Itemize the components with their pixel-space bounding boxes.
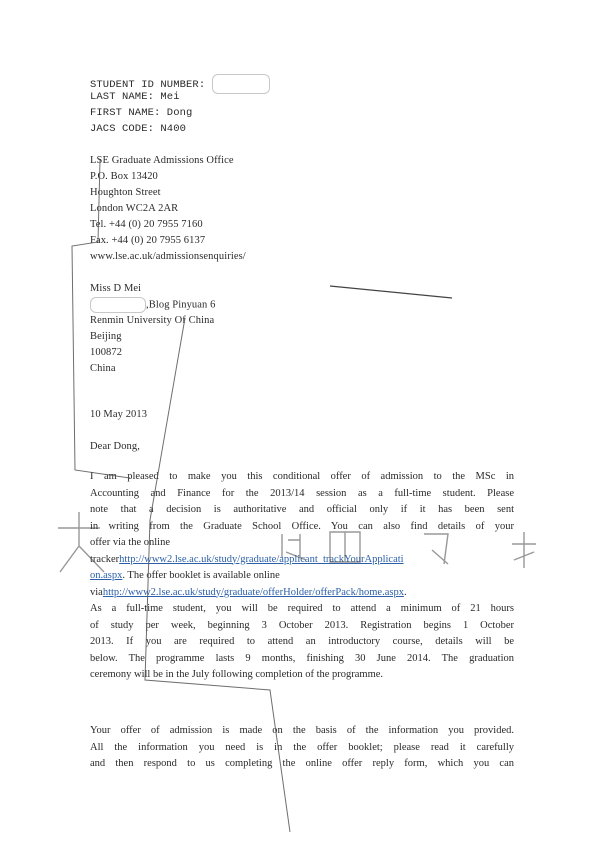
office-tel: Tel. +44 (0) 20 7955 7160 xyxy=(90,219,203,230)
offer-booklet-link[interactable]: http://www2.lse.ac.uk/study/graduate/offerHolder/offerPack/home.aspx xyxy=(102,586,404,598)
jacs-code-line: JACS CODE: N400 xyxy=(90,123,187,135)
recipient-country: China xyxy=(90,363,116,374)
letter-date: 10 May 2013 xyxy=(90,409,148,420)
recipient-city: Beijing xyxy=(90,331,122,342)
salutation: Dear Dong, xyxy=(90,441,140,452)
offer-basis-paragraph: Your offer of admission is made on the basis of the information you provided. All the information you need is in the offer booklet; please read it carefully and then respond to us completing the online offer reply form, which you can xyxy=(90,725,514,769)
recipient-name: Miss D Mei xyxy=(90,283,142,294)
student-id-line: STUDENT ID NUMBER: xyxy=(90,74,270,94)
recipient-address-line: ,Blog Pinyuan 6 xyxy=(90,297,215,313)
recipient-postcode: 100872 xyxy=(90,347,123,358)
redacted-student-id xyxy=(212,74,270,94)
offer-paragraph: I am pleased to make you this conditional offer of admission to the MSc in Accounting and Finance for the 2013/14 session as a full-time student. Please note that a decision is authoritative and official only if it has been sent in writing from the Graduate School Office. You can also find details of your offer via the online trackerhttp://www2.lse.ac.uk/study/graduate/applicant_trackYourApplicati on.aspx. The offer booklet is available online viahttp://www2.lse.ac.uk/study/graduate/offerHolder/offerPack/home.aspx. As a full-time student, you will be required to attend a minimum of 21 hours of study per week, beginning 3 October 2013. Registration begins 1 October 2013. If you are required to attend an introductory course, details will be below. The programme lasts 9 months, finishing 30 June 2014. The graduation ceremony will be in the July following completion of the programme. xyxy=(90,471,514,680)
last-name-line: LAST NAME: Mei xyxy=(90,91,180,103)
redacted-address xyxy=(90,297,146,313)
office-fax: Fax. +44 (0) 20 7955 6137 xyxy=(90,235,206,246)
applicant-tracker-link-cont[interactable]: on.aspx xyxy=(90,570,123,581)
office-city: London WC2A 2AR xyxy=(90,203,179,214)
office-website: www.lse.ac.uk/admissionsenquiries/ xyxy=(90,251,246,262)
first-name-line: FIRST NAME: Dong xyxy=(90,107,193,119)
office-po-box: P.O. Box 13420 xyxy=(90,171,158,182)
applicant-tracker-link[interactable]: http://www2.lse.ac.uk/study/graduate/applicant_trackYourApplicati xyxy=(119,553,404,565)
office-name: LSE Graduate Admissions Office xyxy=(90,155,234,166)
office-street: Houghton Street xyxy=(90,187,161,198)
recipient-university: Renmin University Of China xyxy=(90,315,215,326)
scan-line-upper-right xyxy=(330,286,452,298)
